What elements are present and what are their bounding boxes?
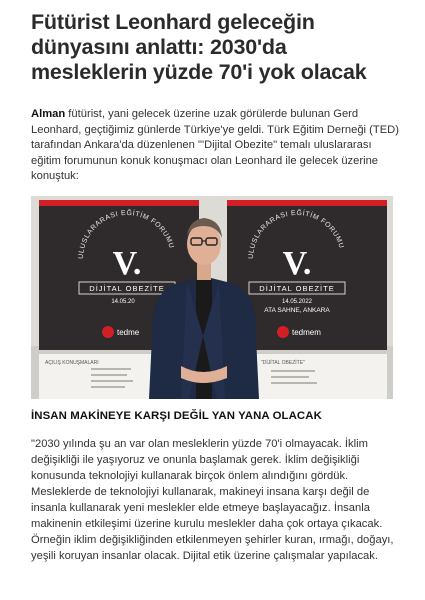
right-banner-theme: DİJİTAL OBEZİTE [259,284,335,293]
right-banner-logo: tedmem [292,328,321,337]
left-banner-date: 14.05.20 [111,299,135,305]
forum-photo-illustration [31,196,393,399]
right-banner-venue: ATA SAHNE, ANKARA [264,307,330,314]
article-photo [31,196,393,399]
left-banner-logo: tedme [117,328,140,337]
right-banner-numeral: V. [282,245,312,282]
left-banner-theme: DİJİTAL OBEZİTE [89,284,165,293]
left-banner-arc-text: ULUSLARARASI EĞİTİM FORUMU [77,209,175,260]
article-body: "2030 yılında şu an var olan mesleklerin yüzde 70'i olmayacak. İklim değişikliği ile yaşıyoruz ve onunla başlamak gerek. İklim değişikliği konusunda teknolojiyi kullanarak birçok önlem alındığını gördük. Mesleklerde de teknolojiyi kullanarak, makineyi insana karşı değil de insanla kullanarak yeni meslekler elde etmeye başlayacağız. İnsanla makinenin etkileşimi üzerine kurulu meslekler daha çok ortaya çıkacak. Örneğin iklim değişikliğinden etkilenmeyen şehirler kuran, ırmağı, doğayı, yeşili koruyan insanlar olacak. Dijital etik üzerine çalışmalar yapılacak. [31,438,394,562]
left-banner-numeral: V. [112,245,142,282]
article-lead [31,107,403,185]
lead-bold-word: Alman [31,108,66,120]
section-subheading: İNSAN MAKİNEYE KARŞI DEĞİL YAN YANA OLACAK [31,410,322,422]
program-board-left-header: AÇILIŞ KONUŞMALARI [45,360,99,366]
right-banner-arc-text: ULUSLARARASI EĞİTİM FORUMU [247,209,345,260]
article-title: Fütürist Leonhard geleceğin dünyasını anlattı: 2030'da mesleklerin yüzde 70'i yok olacak [31,10,367,84]
right-banner-date: 14.05.2022 [281,299,313,305]
program-board-right-header: "DİJİTAL OBEZİTE" [261,360,305,366]
lead-text: fütürist, yani gelecek üzerine uzak görülerde bulunan Gerd Leonhard, geçtiğimiz günlerde Türkiye'ye geldi. Türk Eğitim Derneği (TED) tarafından Ankara'da düzenlenen "'Dijital Obezite" temalı uluslararası eğitim forumunun konuk konuşmacı olan Leonhard ile gelecek üzerine konuştuk: [31,108,399,183]
